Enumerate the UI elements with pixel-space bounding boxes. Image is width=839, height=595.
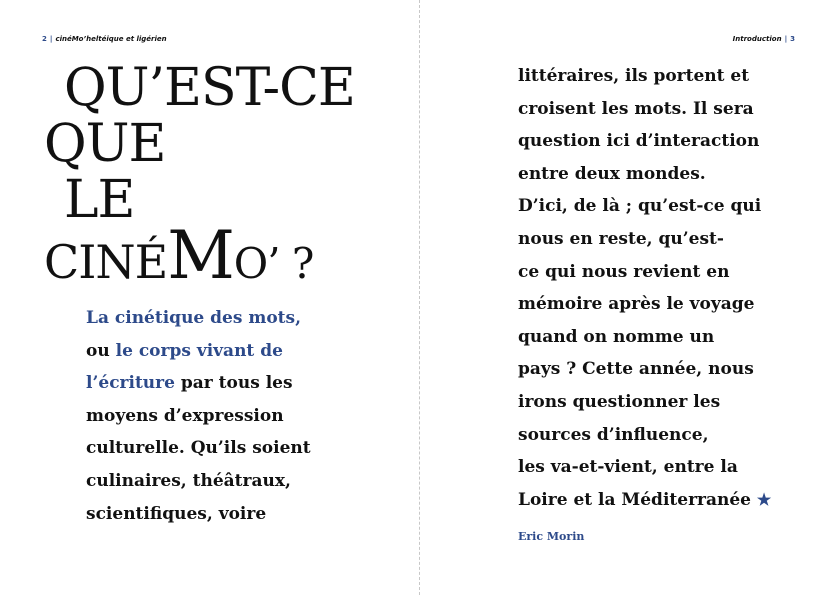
title-line-4: CINÉMO’ ? [44, 217, 314, 294]
right-folio [733, 35, 795, 43]
body-line: D’ici, de là ; qu’est-ce qui [518, 196, 762, 217]
left-page-number: 2 [42, 35, 47, 43]
left-running-head: cinéMo’heltéique et ligérien [55, 35, 167, 43]
body-line: culturelle. Qu’ils soient [86, 438, 311, 459]
body-line: croisent les mots. Il sera [518, 98, 754, 119]
left-page [0, 0, 419, 595]
page-title [44, 60, 355, 292]
body-line: ou le corps vivant de [86, 340, 283, 361]
body-line: quand on nomme un [518, 326, 715, 347]
body-line: l’écriture par tous les [86, 373, 293, 394]
right-body-text [518, 60, 771, 516]
title-line-3: LE [64, 170, 135, 230]
body-line: moyens d’expression [86, 405, 284, 426]
left-body-text [86, 302, 311, 530]
body-line: nous en reste, qu’est- [518, 228, 724, 249]
body-line: pays ? Cette année, nous [518, 359, 754, 380]
body-line: mémoire après le voyage [518, 294, 755, 315]
body-line: culinaires, théâtraux, [86, 470, 291, 491]
body-line: sources d’influence, [518, 424, 709, 445]
right-running-head: Introduction [732, 35, 782, 43]
folio-separator: | [784, 35, 788, 43]
right-page [420, 0, 839, 595]
title-line-1: QU’EST-CE [64, 58, 355, 118]
title-line-2: QUE [44, 114, 166, 174]
star-icon: ★ [756, 489, 772, 509]
body-line: entre deux mondes. [518, 163, 706, 184]
body-line: les va-et-vient, entre la [518, 457, 738, 478]
body-line: La cinétique des mots, [86, 308, 302, 328]
body-line: irons questionner les [518, 391, 721, 412]
left-folio [42, 35, 167, 43]
body-line: Loire et la Méditerranée ★ [518, 489, 772, 510]
body-line: scientifiques, voire [86, 503, 267, 524]
author-signature: Eric Morin [518, 530, 585, 543]
folio-separator: | [49, 35, 53, 43]
body-line: littéraires, ils portent et [518, 66, 750, 86]
body-line: ce qui nous revient en [518, 261, 730, 282]
right-page-number: 3 [790, 35, 795, 43]
body-line: question ici d’interaction [518, 131, 760, 152]
